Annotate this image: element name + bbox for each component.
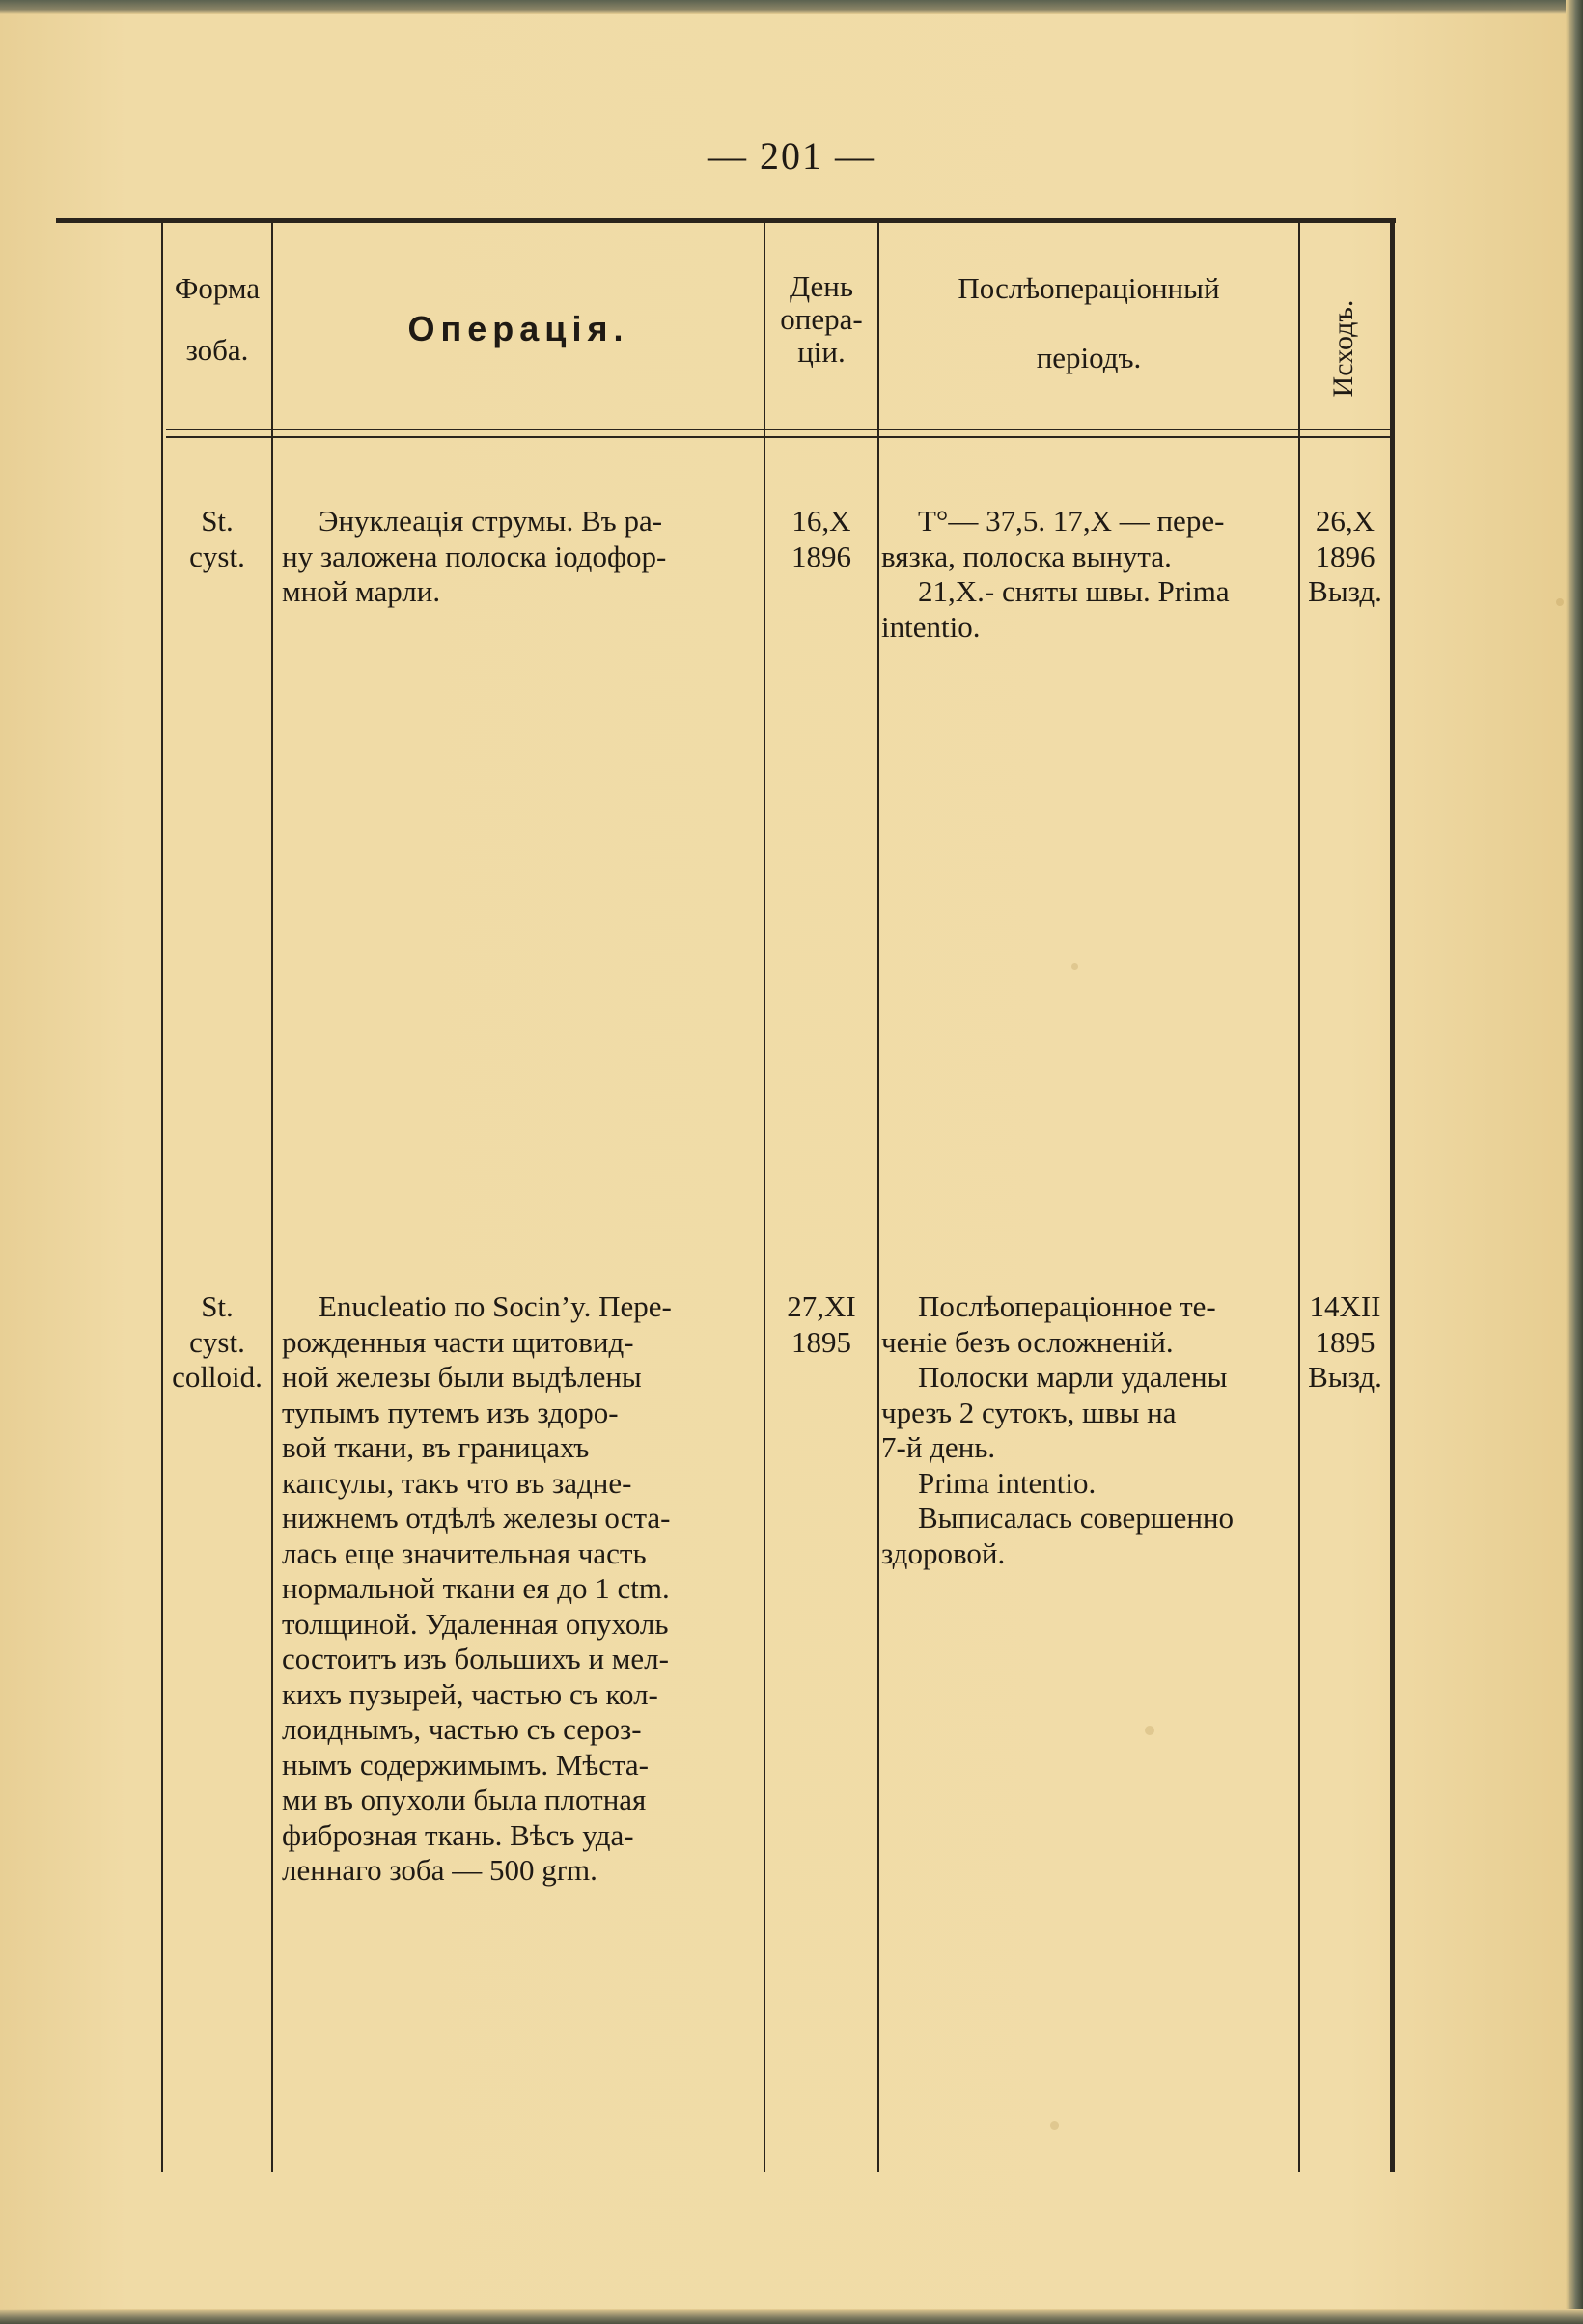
- book-edge-right: [1566, 0, 1583, 2324]
- row2-outcome-line: Вызд.: [1308, 1360, 1382, 1394]
- row2-operation-line: кихъ пузырей, частью съ кол-: [282, 1676, 658, 1711]
- header-outcome: Исходъ.: [1327, 299, 1359, 398]
- row2-operation-line: вой ткани, въ границахъ: [282, 1430, 590, 1464]
- row1-operation-line: Энуклеація струмы. Въ ра-: [319, 504, 663, 538]
- header-day: [765, 266, 877, 373]
- row2-postop-line: Послѣопераціонное те-: [918, 1289, 1216, 1323]
- header-operation: Операція.: [407, 309, 629, 348]
- row2-day-line: 1895: [792, 1324, 851, 1359]
- row1-outcome-line: 26,X: [1315, 504, 1375, 538]
- row1-day: [765, 504, 877, 574]
- row1-postop-line: вязка, полоска вынута.: [881, 539, 1172, 573]
- row2-operation-line: Enucleatio по Socin’y. Пере-: [319, 1289, 672, 1323]
- row2-postop-line: Выписалась совершенно: [918, 1501, 1235, 1535]
- row2-operation-line: рожденныя части щитовид-: [282, 1324, 634, 1359]
- row2-postop: [881, 1289, 1296, 1571]
- row2-postop-line: ченіе безъ осложненій.: [881, 1324, 1174, 1359]
- header-form-line: зоба.: [185, 333, 249, 367]
- header-form-line: Форма: [174, 271, 261, 305]
- ink-spot: [1145, 1726, 1154, 1735]
- row1-operation-line: ну заложена полоска іодофор-: [282, 539, 667, 573]
- row1-postop-line: intentio.: [881, 609, 981, 644]
- row2-operation-line: нормальной ткани ея до 1 ctm.: [282, 1571, 670, 1605]
- row2-day-line: 27,XI: [787, 1289, 856, 1323]
- row1-outcome-line: 1896: [1315, 539, 1375, 573]
- row2-postop-line: Полоски марли удалены: [918, 1360, 1228, 1394]
- row2-form-line: St.: [201, 1289, 234, 1323]
- row2-operation-line: нымъ содержимымъ. Мѣста-: [282, 1747, 649, 1782]
- row1-postop-line: Т°— 37,5. 17,X — пере-: [918, 504, 1225, 538]
- row2-operation-line: толщиной. Удаленная опухоль: [282, 1606, 669, 1641]
- row1-postop: [881, 504, 1296, 645]
- row2-form-line: colloid.: [172, 1360, 263, 1394]
- row2-outcome-line: 14XII: [1309, 1289, 1381, 1323]
- row2-day: [765, 1289, 877, 1360]
- header-postop: [879, 268, 1298, 378]
- book-edge-bottom: [0, 2309, 1583, 2324]
- row1-outcome: [1300, 504, 1390, 610]
- ink-spot: [1556, 598, 1564, 606]
- row1-operation-line: мной марли.: [282, 574, 441, 608]
- row2-outcome: [1300, 1289, 1390, 1396]
- row1-operation: [282, 504, 757, 610]
- row2-postop-line: Prima intentio.: [918, 1465, 1097, 1500]
- row2-operation-line: ми въ опухоли была плотная: [282, 1783, 647, 1816]
- table-top-rule: [56, 218, 1396, 223]
- row2-operation-line: капсулы, такъ что въ задне-: [282, 1465, 632, 1500]
- row2-form: [163, 1289, 271, 1396]
- header-rule-lower: [166, 436, 1390, 438]
- header-day-line: ціи.: [797, 335, 846, 369]
- header-rule-upper: [166, 429, 1390, 430]
- row2-postop-line: 7-й день.: [881, 1430, 996, 1464]
- header-day-line: День: [789, 269, 853, 303]
- column-rule-form: [271, 223, 273, 2172]
- row2-operation-line: лоиднымъ, частью съ сероз-: [282, 1712, 642, 1746]
- row2-operation-line: лась еще значительная часть: [282, 1536, 647, 1570]
- row1-form: [163, 504, 271, 574]
- row2-operation-line: фиброзная ткань. Вѣсъ уда-: [282, 1817, 634, 1852]
- header-form: [163, 268, 271, 371]
- row2-operation-line: нижнемъ отдѣлѣ железы оста-: [282, 1501, 671, 1535]
- row2-operation-line: леннаго зоба — 500 grm.: [282, 1853, 597, 1887]
- row2-outcome-line: 1895: [1315, 1324, 1375, 1359]
- header-postop-line: періодъ.: [1036, 341, 1142, 374]
- book-edge-top: [0, 0, 1583, 14]
- ink-spot: [1050, 2121, 1059, 2130]
- page-number: — 201 —: [708, 134, 875, 178]
- column-rule-day: [877, 223, 879, 2172]
- row1-outcome-line: Вызд.: [1308, 574, 1382, 608]
- row2-operation: [282, 1289, 757, 1889]
- row2-operation-line: тупымъ путемъ изъ здоро-: [282, 1395, 619, 1429]
- row2-postop-line: здоровой.: [881, 1536, 1006, 1570]
- row1-form-line: St.: [201, 504, 234, 538]
- row1-day-line: 16,X: [792, 504, 851, 538]
- row1-postop-line: 21,X.- сняты швы. Prima: [918, 574, 1230, 608]
- ink-spot: [1071, 963, 1078, 970]
- row2-postop-line: чрезъ 2 сутокъ, швы на: [881, 1395, 1177, 1429]
- header-day-line: опера-: [780, 302, 863, 336]
- row2-operation-line: ной железы были выдѣлены: [282, 1360, 642, 1394]
- row1-day-line: 1896: [792, 539, 851, 573]
- column-rule-right: [1390, 220, 1395, 2172]
- row2-form-line: cyst.: [189, 1324, 245, 1359]
- header-postop-line: Послѣопераціонный: [958, 271, 1220, 305]
- row2-operation-line: состоитъ изъ большихъ и мел-: [282, 1642, 669, 1675]
- row1-form-line: cyst.: [189, 539, 245, 573]
